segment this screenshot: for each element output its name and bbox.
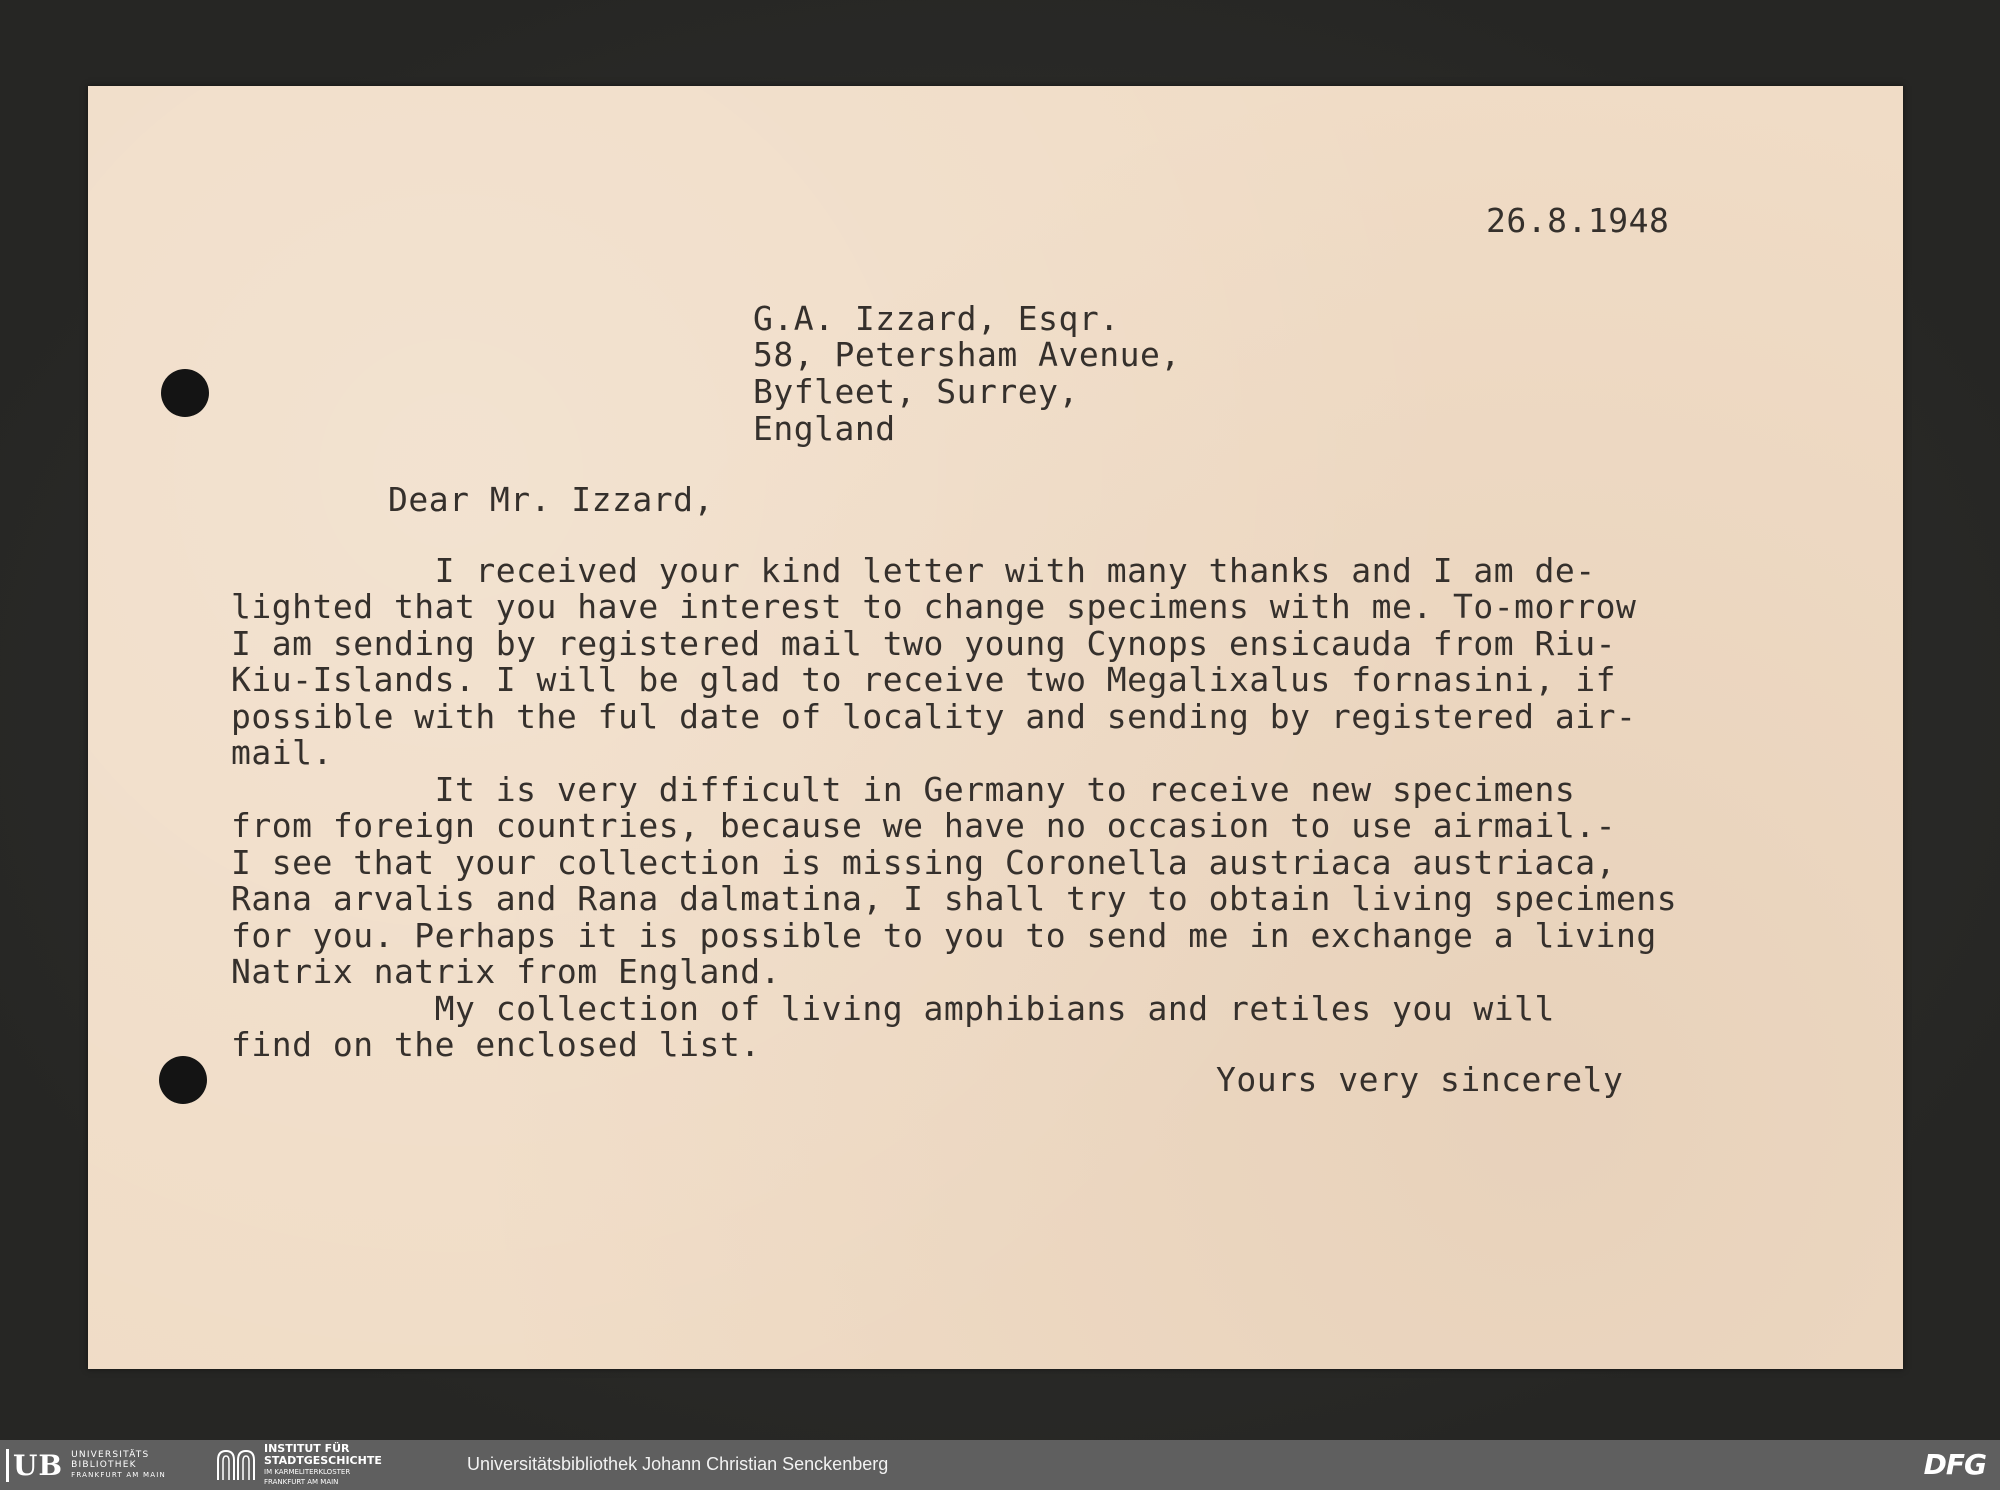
address-line: G.A. Izzard, Esqr. <box>753 299 1120 338</box>
body-line: I am sending by registered mail two young Cynops ensicauda from Riu- <box>231 624 1617 663</box>
letter-sheet <box>88 86 1903 1369</box>
body-line: lighted that you have interest to change specimens with me. To-morrow <box>231 587 1637 626</box>
isg-logo-line: IM KARMELITERKLOSTER <box>264 1468 351 1476</box>
body-line: possible with the ful date of locality and sending by registered air- <box>231 697 1637 736</box>
body-line: My collection of living amphibians and retiles you will <box>231 989 1555 1028</box>
body-line: mail. <box>231 733 333 772</box>
building-columns-icon <box>214 1448 258 1482</box>
ub-logo-line: FRANKFURT AM MAIN <box>71 1471 166 1479</box>
body-line: for you. Perhaps it is possible to you to send me in exchange a living <box>231 916 1657 955</box>
isg-logo-line: INSTITUT FÜR <box>264 1442 350 1455</box>
isg-logo-text <box>264 1443 382 1487</box>
closing: Yours very sincerely <box>1216 1060 1624 1099</box>
isg-logo[interactable] <box>214 1442 382 1486</box>
viewer-footer-bar <box>0 1440 2000 1490</box>
body-line: It is very difficult in Germany to receive new specimens <box>231 770 1576 809</box>
body-line: I received your kind letter with many thanks and I am de- <box>231 551 1596 590</box>
body-line: Natrix natrix from England. <box>231 952 781 991</box>
address-line: Byfleet, Surrey, <box>753 372 1079 411</box>
ub-mark: UB <box>6 1449 63 1482</box>
salutation: Dear Mr. Izzard, <box>388 480 714 519</box>
body-line: find on the enclosed list. <box>231 1025 761 1064</box>
letter-date: 26.8.1948 <box>1486 201 1670 240</box>
ub-logo[interactable] <box>6 1448 166 1482</box>
address-line: England <box>753 409 896 448</box>
ub-logo-text <box>71 1450 166 1480</box>
isg-logo-line: FRANKFURT AM MAIN <box>264 1478 339 1486</box>
address-line: 58, Petersham Avenue, <box>753 335 1181 374</box>
ub-logo-line: UNIVERSITÄTS <box>71 1450 150 1460</box>
punch-hole-top <box>161 369 209 417</box>
dfg-logo[interactable]: DFG <box>1923 1448 1986 1481</box>
ub-logo-line: BIBLIOTHEK <box>71 1460 137 1470</box>
body-line: Rana arvalis and Rana dalmatina, I shall try to obtain living specimens <box>231 879 1678 918</box>
library-name-link[interactable]: Universitätsbibliothek Johann Christian Senckenberg <box>467 1454 889 1474</box>
body-line: I see that your collection is missing Coronella austriaca austriaca, <box>231 843 1617 882</box>
body-line: Kiu-Islands. I will be glad to receive two Megalixalus fornasini, if <box>231 660 1617 699</box>
body-line: from foreign countries, because we have no occasion to use airmail.- <box>231 806 1617 845</box>
isg-logo-line: STADTGESCHICHTE <box>264 1454 382 1467</box>
punch-hole-bottom <box>159 1056 207 1104</box>
